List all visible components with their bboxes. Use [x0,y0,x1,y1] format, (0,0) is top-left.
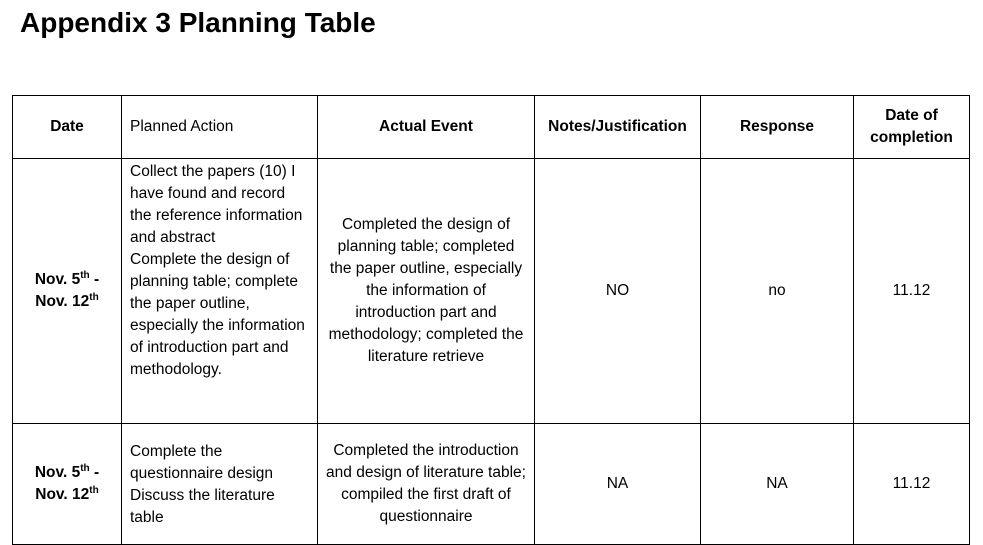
planned-action-cell: Complete the questionnaire design Discuss the literature table [122,424,318,545]
response-cell: no [701,159,854,424]
actual-event-cell: Completed the introduction and design of literature table; compiled the first draft of questionnaire [318,424,535,545]
table-row [13,159,970,424]
page-title: Appendix 3 Planning Table [20,7,376,38]
planning-table [12,95,970,545]
header-response: Response [701,96,854,159]
header-row [13,96,970,159]
notes-cell: NO [535,159,701,424]
header-notes: Notes/Justification [535,96,701,159]
notes-cell: NA [535,424,701,545]
planned-action-cell: Collect the papers (10) I have found and record the reference information and abstract Complete the design of planning table; complete the paper outline, especially the information of introduction part and methodology. [122,159,318,424]
completion-cell: 11.12 [854,424,970,545]
date-cell: Nov. 5th - Nov. 12th [13,159,122,424]
header-completion: Date of completion [854,96,970,159]
response-cell: NA [701,424,854,545]
header-date: Date [13,96,122,159]
header-actual-event: Actual Event [318,96,535,159]
table-row [13,424,970,545]
date-cell: Nov. 5th - Nov. 12th [13,424,122,545]
completion-cell: 11.12 [854,159,970,424]
actual-event-cell: Completed the design of planning table; completed the paper outline, especially the information of introduction part and methodology; completed the literature retrieve [318,159,535,424]
header-planned-action: Planned Action [122,96,318,159]
